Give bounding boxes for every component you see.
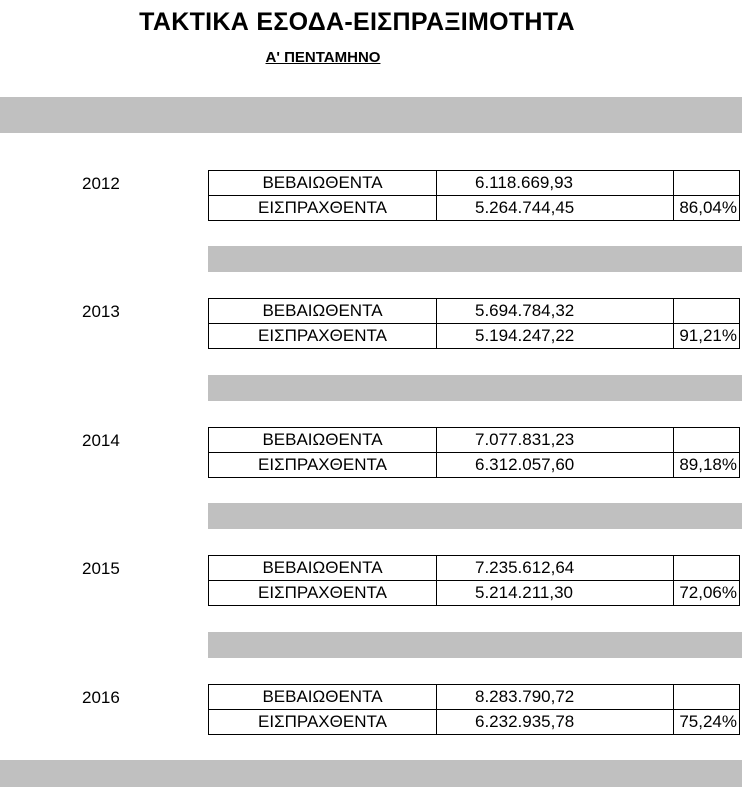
year-label: 2015 (82, 559, 120, 578)
year-table-2015 (208, 555, 740, 606)
row-label: ΕΙΣΠΡΑΧΘΕΝΤΑ (209, 196, 437, 221)
row-percent: 72,06% (674, 581, 740, 606)
row-percent (674, 299, 740, 324)
row-percent: 75,24% (674, 710, 740, 735)
gray-band (208, 375, 742, 401)
row-amount: 5.214.211,30 (437, 581, 674, 606)
row-amount: 6.118.669,93 (437, 171, 674, 196)
row-amount: 7.235.612,64 (437, 556, 674, 581)
table-row (209, 299, 740, 324)
table-row (209, 428, 740, 453)
row-amount: 6.232.935,78 (437, 710, 674, 735)
table-row (209, 324, 740, 349)
table-row (209, 453, 740, 478)
gray-band (208, 246, 742, 272)
row-percent (674, 685, 740, 710)
row-percent: 91,21% (674, 324, 740, 349)
gray-band-top (0, 97, 742, 133)
row-percent: 89,18% (674, 453, 740, 478)
table-row (209, 196, 740, 221)
row-percent (674, 428, 740, 453)
table-row (209, 710, 740, 735)
year-table-2012 (208, 170, 740, 221)
row-amount: 7.077.831,23 (437, 428, 674, 453)
row-label: ΕΙΣΠΡΑΧΘΕΝΤΑ (209, 581, 437, 606)
row-amount: 5.264.744,45 (437, 196, 674, 221)
row-label: ΕΙΣΠΡΑΧΘΕΝΤΑ (209, 324, 437, 349)
row-label: ΒΕΒΑΙΩΘΕΝΤΑ (209, 685, 437, 710)
table-row (209, 556, 740, 581)
row-amount: 8.283.790,72 (437, 685, 674, 710)
row-percent (674, 556, 740, 581)
gray-band-bottom (0, 760, 742, 787)
row-amount: 6.312.057,60 (437, 453, 674, 478)
row-percent (674, 171, 740, 196)
row-amount: 5.694.784,32 (437, 299, 674, 324)
row-label: ΒΕΒΑΙΩΘΕΝΤΑ (209, 428, 437, 453)
row-amount: 5.194.247,22 (437, 324, 674, 349)
row-percent: 86,04% (674, 196, 740, 221)
year-table-2014 (208, 427, 740, 478)
row-label: ΒΕΒΑΙΩΘΕΝΤΑ (209, 171, 437, 196)
year-label: 2016 (82, 688, 120, 707)
table-row (209, 171, 740, 196)
gray-band (208, 503, 742, 529)
year-table-2016 (208, 684, 740, 735)
year-label: 2012 (82, 174, 120, 193)
row-label: ΕΙΣΠΡΑΧΘΕΝΤΑ (209, 710, 437, 735)
page-subtitle: Α' ΠΕΝΤΑΜΗΝΟ (265, 49, 381, 66)
row-label: ΒΕΒΑΙΩΘΕΝΤΑ (209, 556, 437, 581)
year-table-2013 (208, 298, 740, 349)
row-label: ΕΙΣΠΡΑΧΘΕΝΤΑ (209, 453, 437, 478)
year-label: 2013 (82, 302, 120, 321)
row-label: ΒΕΒΑΙΩΘΕΝΤΑ (209, 299, 437, 324)
table-row (209, 685, 740, 710)
gray-band (208, 632, 742, 658)
year-label: 2014 (82, 431, 120, 450)
table-row (209, 581, 740, 606)
page-title: ΤΑΚΤΙΚΑ ΕΣΟΔΑ-ΕΙΣΠΡΑΞΙΜΟΤΗΤΑ (139, 8, 575, 36)
